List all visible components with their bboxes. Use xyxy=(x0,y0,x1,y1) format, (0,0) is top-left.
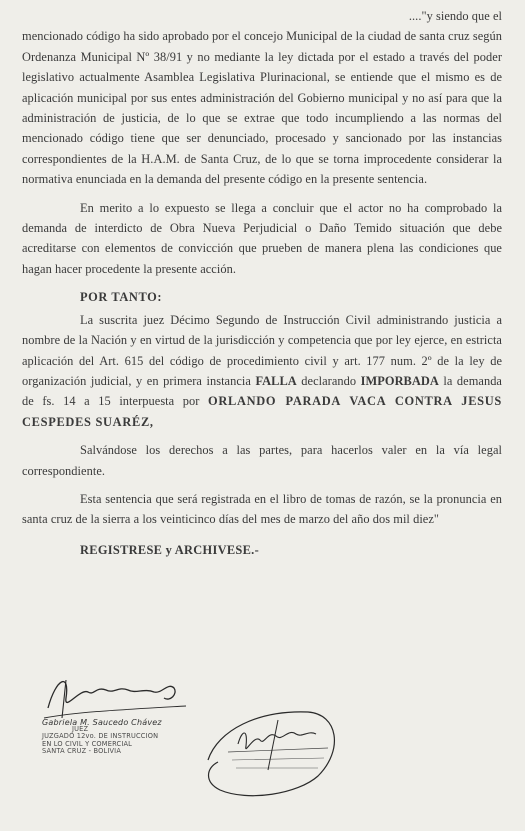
judge-stamp-court-1: JUZGADO 12vo. DE INSTRUCCION xyxy=(42,732,159,741)
ruling-parties: ORLANDO PARADA VACA CONTRA JESUS CESPEDES SUARÉZ, xyxy=(22,394,502,429)
section-heading-por-tanto: POR TANTO: xyxy=(80,290,163,305)
paragraph-ruling xyxy=(22,310,502,432)
closing-register-archive: REGISTRESE y ARCHIVESE.- xyxy=(80,542,259,557)
ruling-falla: FALLA xyxy=(255,373,297,388)
judge-stamp-name: Gabriela M. Saucedo Chávez xyxy=(42,718,162,727)
paragraph-rights: Salvándose los derechos a las partes, para hacerlos valer en la vía legal correspondiente. xyxy=(22,443,502,478)
signature-secretary xyxy=(198,690,348,810)
judge-stamp-court-2: EN LO CIVIL Y COMERCIAL xyxy=(42,739,133,748)
paragraph-ordinance: mencionado código ha sido aprobado por el concejo Municipal de la ciudad de santa cruz según Ordenanza Municipal Nº 38/91 y no mediante la ley dictada por el estado a través del poder legislativo actualmente Asamblea Legislativa Plurinacional, se entiende que el mismo es de aplicación municipal por sus entes administración del Gobierno municipal y no así para que la administración de justicia, de lo que se extrae que todo incumpliendo a las normas del mencionado código tiene que ser denunciado, procesado y sancionado por las instancias correspondientes de la H.A.M. de Santa Cruz, de lo que se torna improcedente considerar la normativa enunciada en la demanda del presente código en la presente sentencia. xyxy=(22,29,502,187)
signature-secretary-scribble xyxy=(198,690,348,810)
paragraph-conclusion: En merito a lo expuesto se llega a concluir que el actor no ha comprobado la demanda de interdicto de Obra Nueva Perjudicial o Daño Temido situación que debe acreditarse con elementos de convicción que prueben de manera plena las condiciones que hagan hacer procedente la presente acción. xyxy=(22,200,502,276)
judge-stamp-title: JUEZ xyxy=(72,725,89,734)
judge-stamp-place: SANTA CRUZ - BOLIVIA xyxy=(42,746,122,755)
ruling-text-a: La suscrita juez Décimo Segundo de Instrucción Civil administrando justicia a nombre de la Nación y en virtud de la jurisdicción y competencia que por ley ejerce, en estricta aplicación del Art. 615 del código de procedimiento civil y art. 177 num. 2º de la ley de organización judicial, y en primera instancia xyxy=(22,312,502,388)
ruling-improbada: IMPORBADA xyxy=(360,373,439,388)
ruling-text-c: la demanda de fs. 14 a 15 interpuesta por xyxy=(22,373,502,409)
document-body xyxy=(22,6,502,560)
paragraph-registration: Esta sentencia que será registrada en el libro de tomas de razón, se la pronuncia en santa cruz de la sierra a los veinticinco días del mes de marzo del año dos mil diez" xyxy=(22,491,502,527)
ruling-text-b: declarando xyxy=(301,373,357,388)
continuation-line: ...."y siendo que el xyxy=(408,9,502,23)
signature-judge xyxy=(36,668,196,758)
